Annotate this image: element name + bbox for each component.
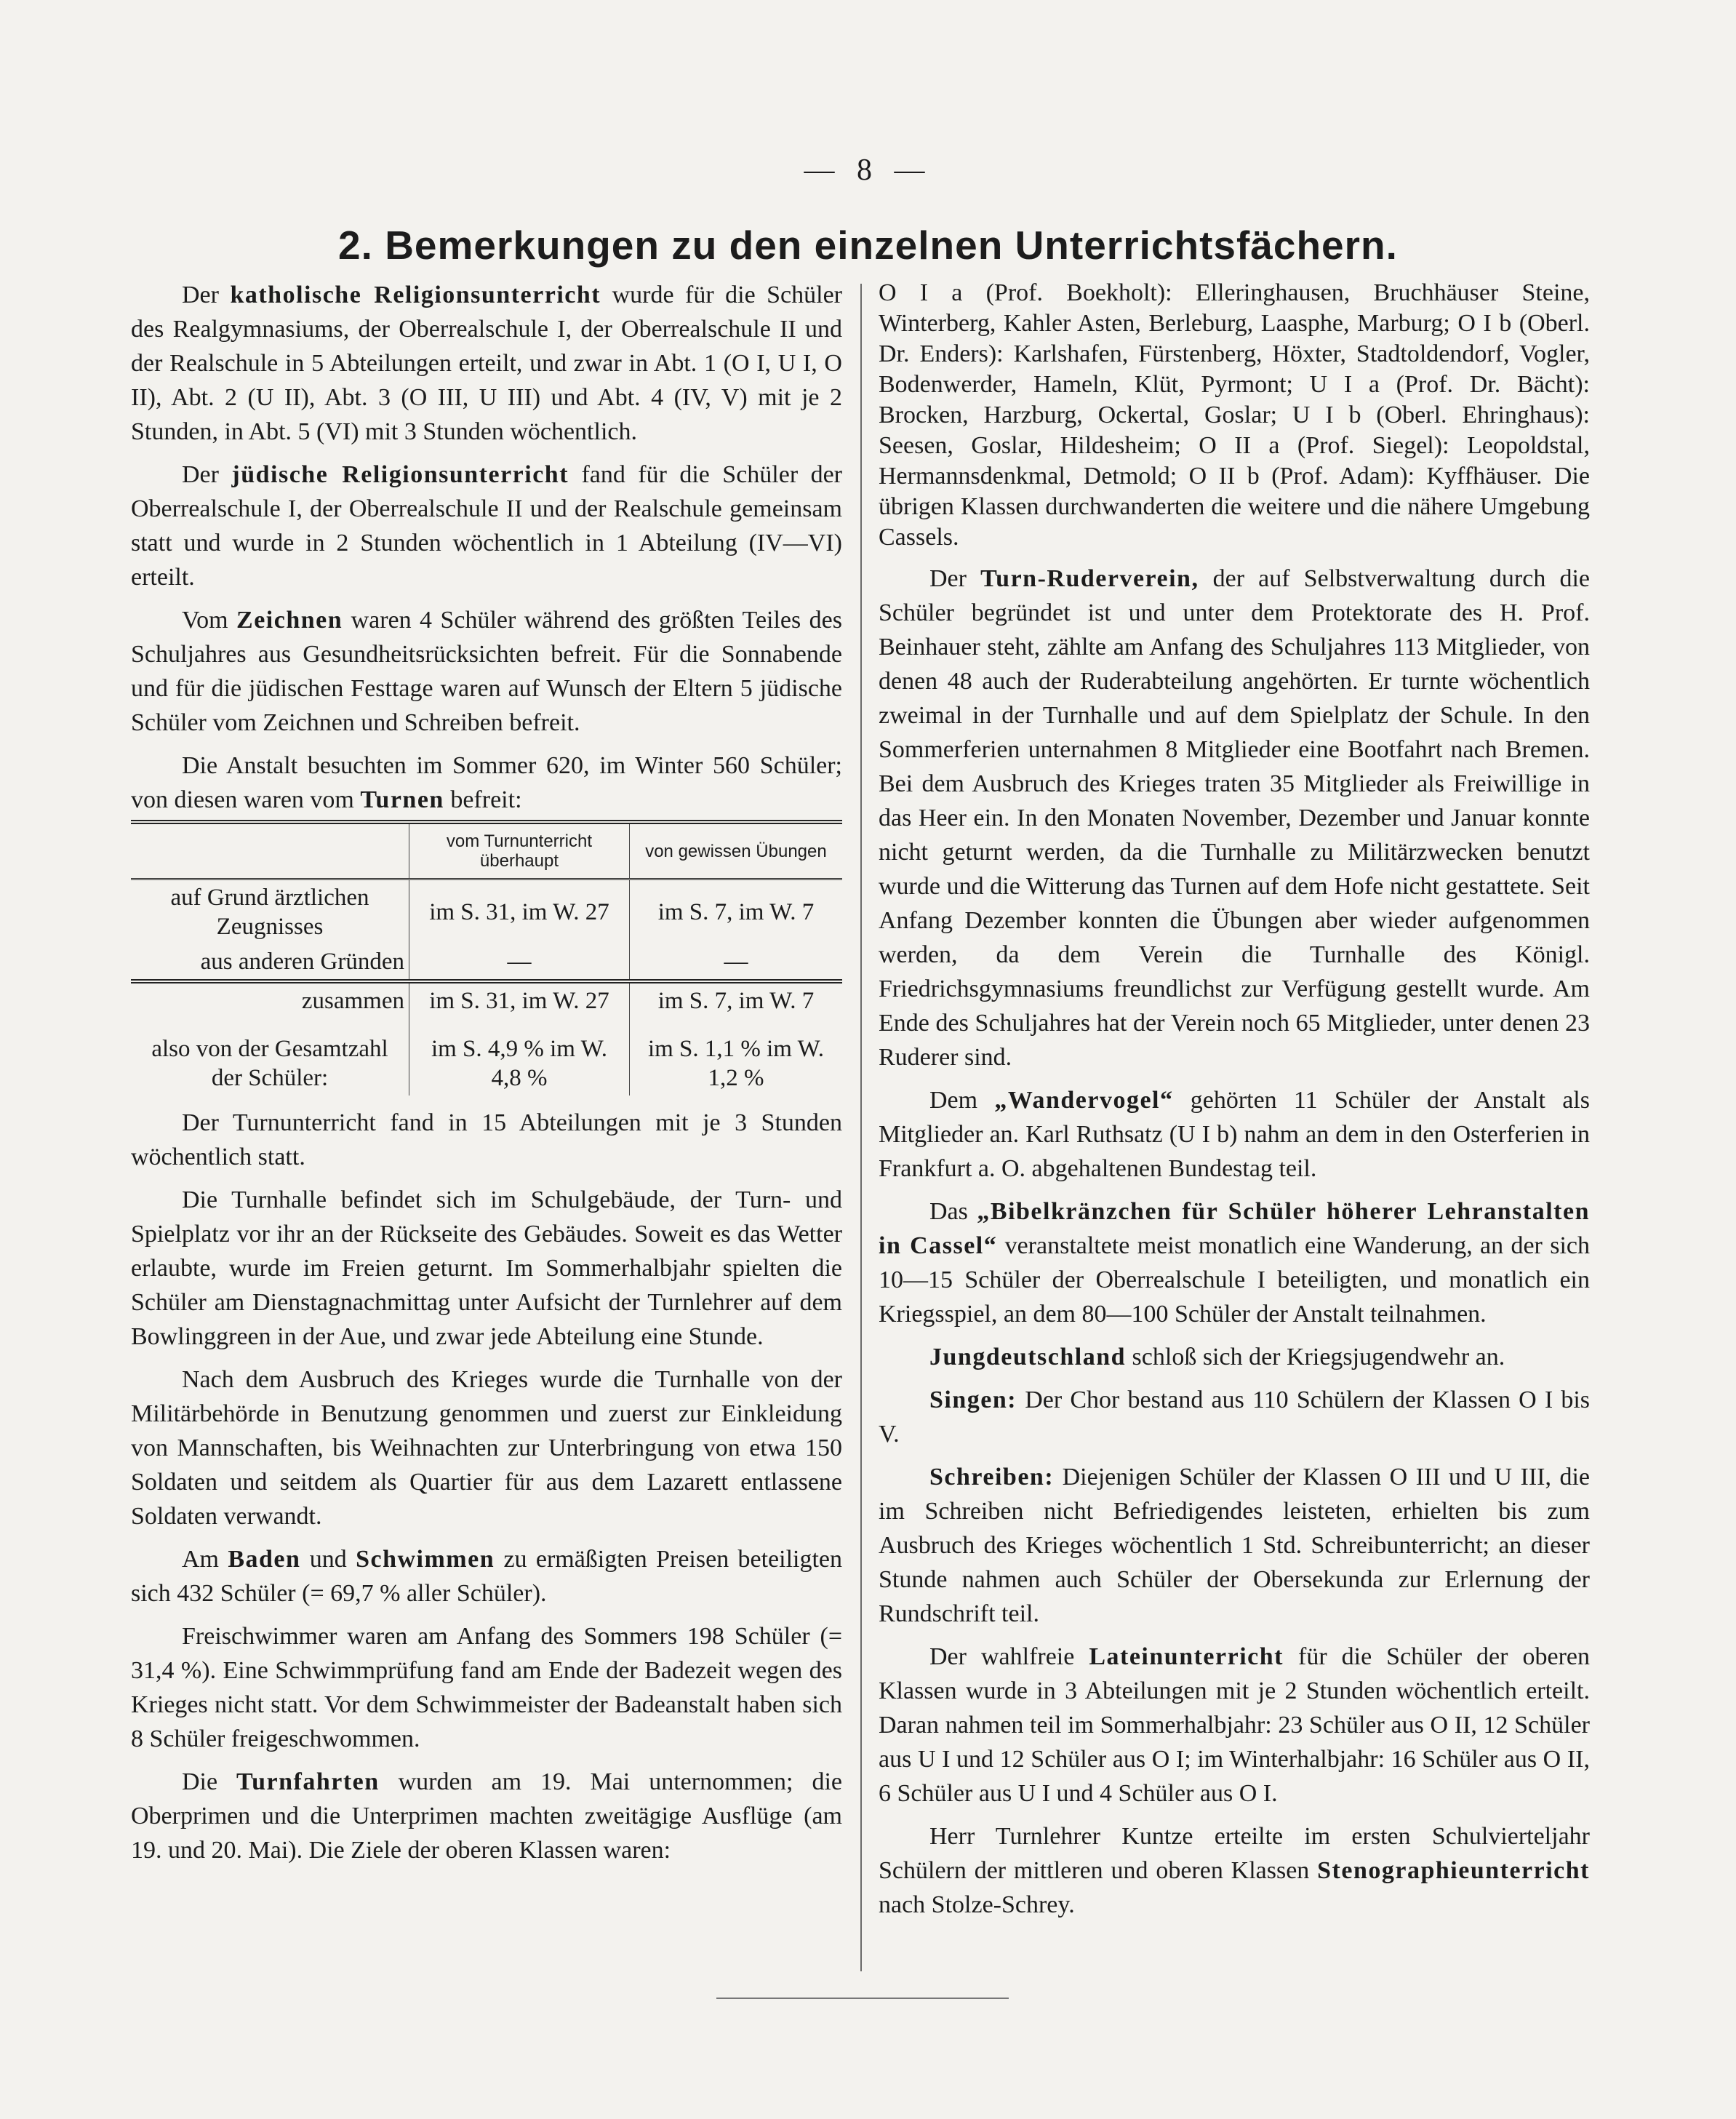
table-row-total xyxy=(131,981,842,1018)
row-label: auf Grund ärztlichen Zeugnisses xyxy=(170,885,369,940)
paragraph-wandervogel: Dem „Wandervogel“ gehörten 11 Schüler der Anstalt als Mitglieder an. Karl Ruthsatz (U I b) nahm an dem in den Osterferien in Frankfurt a. O. abgehaltenen Bundestag teil. xyxy=(879,1087,1590,1182)
row-label: zusammen xyxy=(301,988,404,1014)
row-label: also von der Gesamtzahl der Schüler: xyxy=(151,1036,388,1091)
table-header-empty xyxy=(131,822,409,879)
table-row-percent xyxy=(131,1018,842,1096)
paragraph-singing: Singen: Der Chor bestand aus 110 Schülern der Klassen O I bis V. xyxy=(879,1386,1590,1448)
table-row xyxy=(131,879,842,945)
cell-value: im S. 31, im W. 27 xyxy=(409,981,630,1018)
paragraph-bible-circle: Das „Bibelkränzchen für Schüler höherer Lehranstalten in Cassel“ veranstaltete meist monatlich eine Wanderung, an der sich 10—15 Schüler der Oberrealschule I beteiligten, und monatlich ein Kriegsspiel, an dem 80—100 Schüler der Anstalt teilnahmen. xyxy=(879,1198,1590,1328)
paragraph-bathing: Am Baden und Schwimmen zu ermäßigten Preisen beteiligten sich 432 Schüler (= 69,7 % aller Schüler). xyxy=(131,1546,843,1607)
left-column xyxy=(131,278,842,1876)
paragraph-drawing: Vom Zeichnen waren 4 Schüler während des größten Teiles des Schuljahres aus Gesundheitsrücksichten befreit. Für die Sonnabende und für die jüdischen Festtage waren auf Wunsch der Eltern 5 jüdische Schüler vom Zeichnen und Schreiben befreit. xyxy=(131,607,842,736)
bottom-rule xyxy=(716,1998,1009,1999)
exemption-table xyxy=(131,820,842,1096)
paragraph-gym-hall: Die Turnhalle befindet sich im Schulgebäude, der Turn- und Spielplatz vor ihr an der Rückseite des Gebäudes. Soweit es das Wetter erlaubte, wurde im Freien geturnt. Im Sommerhalbjahr spielten die Schüler am Dienstagnachmittag unter Aufsicht der Turnlehrer auf dem Bowlinggreen in der Aue, und zwar jede Abteilung eine Stunde. xyxy=(131,1186,842,1350)
cell-value: im S. 31, im W. 27 xyxy=(409,879,630,945)
cell-value: — xyxy=(409,944,630,981)
paragraph-youth-league: Jungdeutschland schloß sich der Kriegsjugendwehr an. xyxy=(929,1344,1505,1370)
row-label: aus anderen Gründen xyxy=(200,949,404,975)
paragraph-catholic-religion: Der katholische Religionsunterricht wurde für die Schüler des Realgymnasiums, der Oberrealschule I, der Oberrealschule II und der Realschule in 5 Abteilungen erteilt, und zwar in Abt. 1 (O I, U I, O II), Abt. 2 (U II), Abt. 3 (O III, U III) und Abt. 4 (IV, V) mit je 2 Stunden, in Abt. 5 (VI) mit 3 Stunden wöchentlich. xyxy=(131,282,842,445)
paragraph-latin: Der wahlfreie Lateinunterricht für die Schüler der oberen Klassen wurde in 3 Abteilungen mit je 2 Stunden wöchentlich erteilt. Daran nahmen teil im Sommerhalbjahr: 23 Schüler aus O II, 12 Schüler aus U I und 12 Schüler aus O I; im Winterhalbjahr: 16 Schüler aus O II, 6 Schüler aus U I und 4 Schüler aus O I. xyxy=(879,1643,1590,1807)
paragraph-war-use: Nach dem Ausbruch des Krieges wurde die Turnhalle von der Militärbehörde in Benutzung genommen und zuerst zur Einkleidung von Mannschaften, bis Weihnachten zur Unterbringung von etwa 150 Soldaten und seitdem als Quartier für aus dem Lazarett entlassene Soldaten verwandt. xyxy=(131,1366,842,1530)
table-row xyxy=(131,944,842,981)
paragraph-rowing-club: Der Turn-Ruderverein, der auf Selbstverwaltung durch die Schüler begründet ist und unter dem Protektorate des H. Prof. Beinhauer steht, zählte am Anfang des Schuljahres 113 Mitglieder, von denen 48 auch der Ruderabteilung angehörten. Er turnte wöchentlich zweimal in der Turnhalle und auf dem Spielplatz der Schule. In den Sommerferien unternahmen 8 Mitglieder eine Bootfahrt nach Bremen. Bei dem Ausbruch des Krieges traten 35 Mitglieder als Freiwillige in das Heer ein. In den Monaten November, Dezember und Januar konnte nicht geturnt werden, da die Turnhalle zu Militärzwecken benutzt wurde und die Witterung das Turnen auf dem Hofe nicht gestattete. Seit Anfang Dezember konnten die Übungen aber wieder aufgenommen werden, da dem Verein die Turnhalle des Königl. Friedrichsgymnasiums freundlichst zur Verfügung gestellt wurde. Am Ende des Schuljahres hat der Verein noch 65 Mitglieder, unter denen 23 Ruderer sind. xyxy=(879,565,1590,1071)
right-column xyxy=(879,278,1590,1931)
column-divider xyxy=(860,284,862,1971)
paragraph-swimmers: Freischwimmer waren am Anfang des Sommers 198 Schüler (= 31,4 %). Eine Schwimmprüfung fand am Ende der Badezeit wegen des Krieges nicht statt. Vor dem Schwimmeister der Badeanstalt haben sich 8 Schüler freigeschwommen. xyxy=(131,1623,842,1752)
paragraph-excursions: Die Turnfahrten wurden am 19. Mai unternommen; die Oberprimen und die Unterprimen machten zweitägige Ausflüge (am 19. und 20. Mai). Die Ziele der oberen Klassen waren: xyxy=(131,1768,842,1864)
page-number: — 8 — xyxy=(804,153,932,187)
cell-value: im S. 4,9 % im W. 4,8 % xyxy=(409,1018,630,1096)
paragraph-writing: Schreiben: Diejenigen Schüler der Klassen O III und U III, die im Schreiben nicht Befriedigendes leisteten, erhielten bis zum Ausbruch des Krieges wöchentlich 1 Std. Schreibunterricht; an dieser Stunde nahmen auch Schüler der Obersekunda zur Erlernung der Rundschrift teil. xyxy=(879,1464,1590,1627)
table-header-col1: vom Turnunterricht überhaupt xyxy=(409,822,630,879)
paragraph-gymnastics-intro: Die Anstalt besuchten im Sommer 620, im Winter 560 Schüler; von diesen waren vom Turnen befreit: xyxy=(131,752,842,813)
paragraph-excursion-destinations: O I a (Prof. Boekholt): Elleringhausen, Bruchhäuser Steine, Winterberg, Kahler Asten, Berleburg, Laasphe, Marburg; O I b (Oberl. Dr. Enders): Karlshafen, Fürstenberg, Höxter, Stadtoldendorf, Vogler, Bodenwerder, Hameln, Klüt, Pyrmont; U I a (Prof. Dr. Bächt): Brocken, Harzburg, Ockertal, Goslar; U I b (Oberl. Ehringhaus): Seesen, Goslar, Hildesheim; O II a (Prof. Siegel): Leopoldstal, Hermannsdenkmal, Detmold; O II b (Prof. Adam): Kyffhäuser. Die übrigen Klassen durchwanderten die weitere und die nähere Umgebung Cassels. xyxy=(879,279,1590,551)
table-header-row xyxy=(131,822,842,879)
cell-value: im S. 1,1 % im W. 1,2 % xyxy=(629,1018,842,1096)
cell-value: im S. 7, im W. 7 xyxy=(629,879,842,945)
page-title: 2. Bemerkungen zu den einzelnen Unterrichtsfächern. xyxy=(338,223,1398,268)
paragraph-jewish-religion: Der jüdische Religionsunterricht fand für die Schüler der Oberrealschule I, der Oberrealschule II und der Realschule gemeinsam statt und wurde in 2 Stunden wöchentlich in 1 Abteilung (IV—VI) erteilt. xyxy=(131,461,842,591)
table-header-col2: von gewissen Übungen xyxy=(629,822,842,879)
cell-value: im S. 7, im W. 7 xyxy=(629,981,842,1018)
cell-value: — xyxy=(629,944,842,981)
paragraph-gymnastics-hours: Der Turnunterricht fand in 15 Abteilungen mit je 3 Stunden wöchentlich statt. xyxy=(131,1109,842,1170)
paragraph-stenography: Herr Turnlehrer Kuntze erteilte im ersten Schulvierteljahr Schülern der mittleren und oberen Klassen Stenographieunterricht nach Stolze-Schrey. xyxy=(879,1823,1590,1918)
